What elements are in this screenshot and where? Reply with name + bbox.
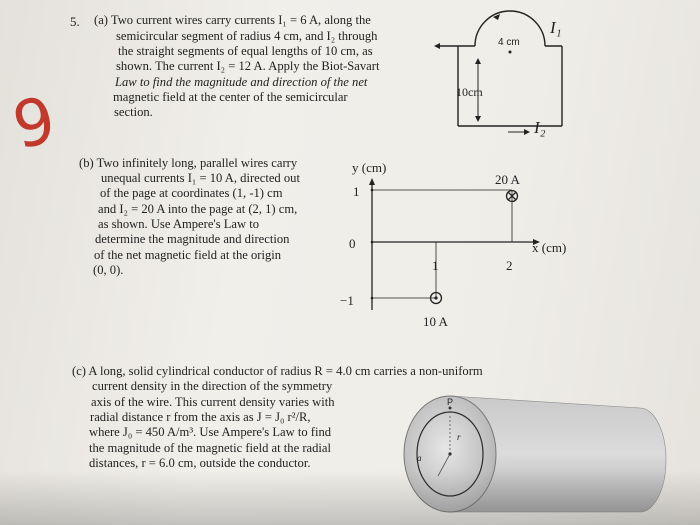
part-a-line: section. — [114, 105, 153, 119]
x-axis-label: x (cm) — [532, 240, 567, 255]
part-a-line: semicircular segment of radius 4 cm, and I₂ through — [116, 29, 378, 43]
y-tick-1: 1 — [353, 184, 360, 199]
part-c-line: current density in the direction of the symmetry — [92, 379, 333, 393]
y-axis-label: y (cm) — [352, 160, 387, 175]
part-b-line: (b) Two infinitely long, parallel wires carry — [79, 156, 298, 170]
part-c-line: radial distance r from the axis as J = J₀ r²/R, — [90, 410, 311, 424]
y-tick-minus-1: −1 — [340, 293, 354, 308]
part-c-line: where J₀ = 450 A/m³. Use Ampere's Law to find — [89, 425, 332, 439]
part-b-line: as shown. Use Ampere's Law to — [98, 217, 260, 231]
part-b-line: (0, 0). — [93, 263, 124, 277]
point-p-label: P — [447, 397, 454, 407]
radius-a-label: a — [417, 453, 422, 463]
part-a-line: the straight segments of equal lengths of 10 cm, as — [118, 44, 373, 58]
part-c-line: axis of the wire. This current density varies with — [91, 395, 335, 409]
x-tick-2: 2 — [506, 258, 513, 273]
current-i2-label: I₂ — [534, 118, 546, 137]
part-c-line: the magnitude of the magnetic field at the radial — [89, 441, 331, 455]
length-label: 10cm — [456, 85, 483, 99]
part-c-line: distances, r = 6.0 cm, outside the conductor. — [89, 456, 311, 470]
part-c-line: (c) A long, solid cylindrical conductor of radius R = 4.0 cm carries a non-uniform — [72, 364, 483, 378]
problem-number: 5. — [70, 14, 80, 29]
current-i1-label: I₁ — [550, 18, 562, 37]
x-tick-1: 1 — [432, 258, 439, 273]
part-b-line: of the net magnetic field at the origin — [94, 248, 282, 262]
part-a-line: shown. The current I₂ = 12 A. Apply the Biot-Savart — [116, 59, 380, 73]
radius-label: 4 cm — [498, 37, 520, 48]
wire-20a-label: 20 A — [495, 172, 520, 187]
part-b-line: of the page at coordinates (1, -1) cm — [100, 186, 283, 200]
part-a-line: magnetic field at the center of the semicircular — [113, 90, 348, 104]
radius-r-label: r — [457, 432, 461, 442]
handwritten-grade-mark: 9 — [6, 83, 62, 165]
y-tick-0: 0 — [349, 236, 356, 251]
photo-shadow — [0, 470, 700, 525]
part-b-line: unequal currents I₁ = 10 A, directed out — [101, 171, 300, 185]
part-b-line: and I₂ = 20 A into the page at (2, 1) cm, — [98, 202, 298, 216]
part-a-line: (a) Two current wires carry currents I₁ = 6 A, along the — [94, 13, 371, 27]
wire-10a-label: 10 A — [423, 314, 448, 329]
part-a-line: Law to find the magnitude and direction of the net — [115, 75, 368, 89]
part-b-line: determine the magnitude and direction — [95, 232, 290, 246]
